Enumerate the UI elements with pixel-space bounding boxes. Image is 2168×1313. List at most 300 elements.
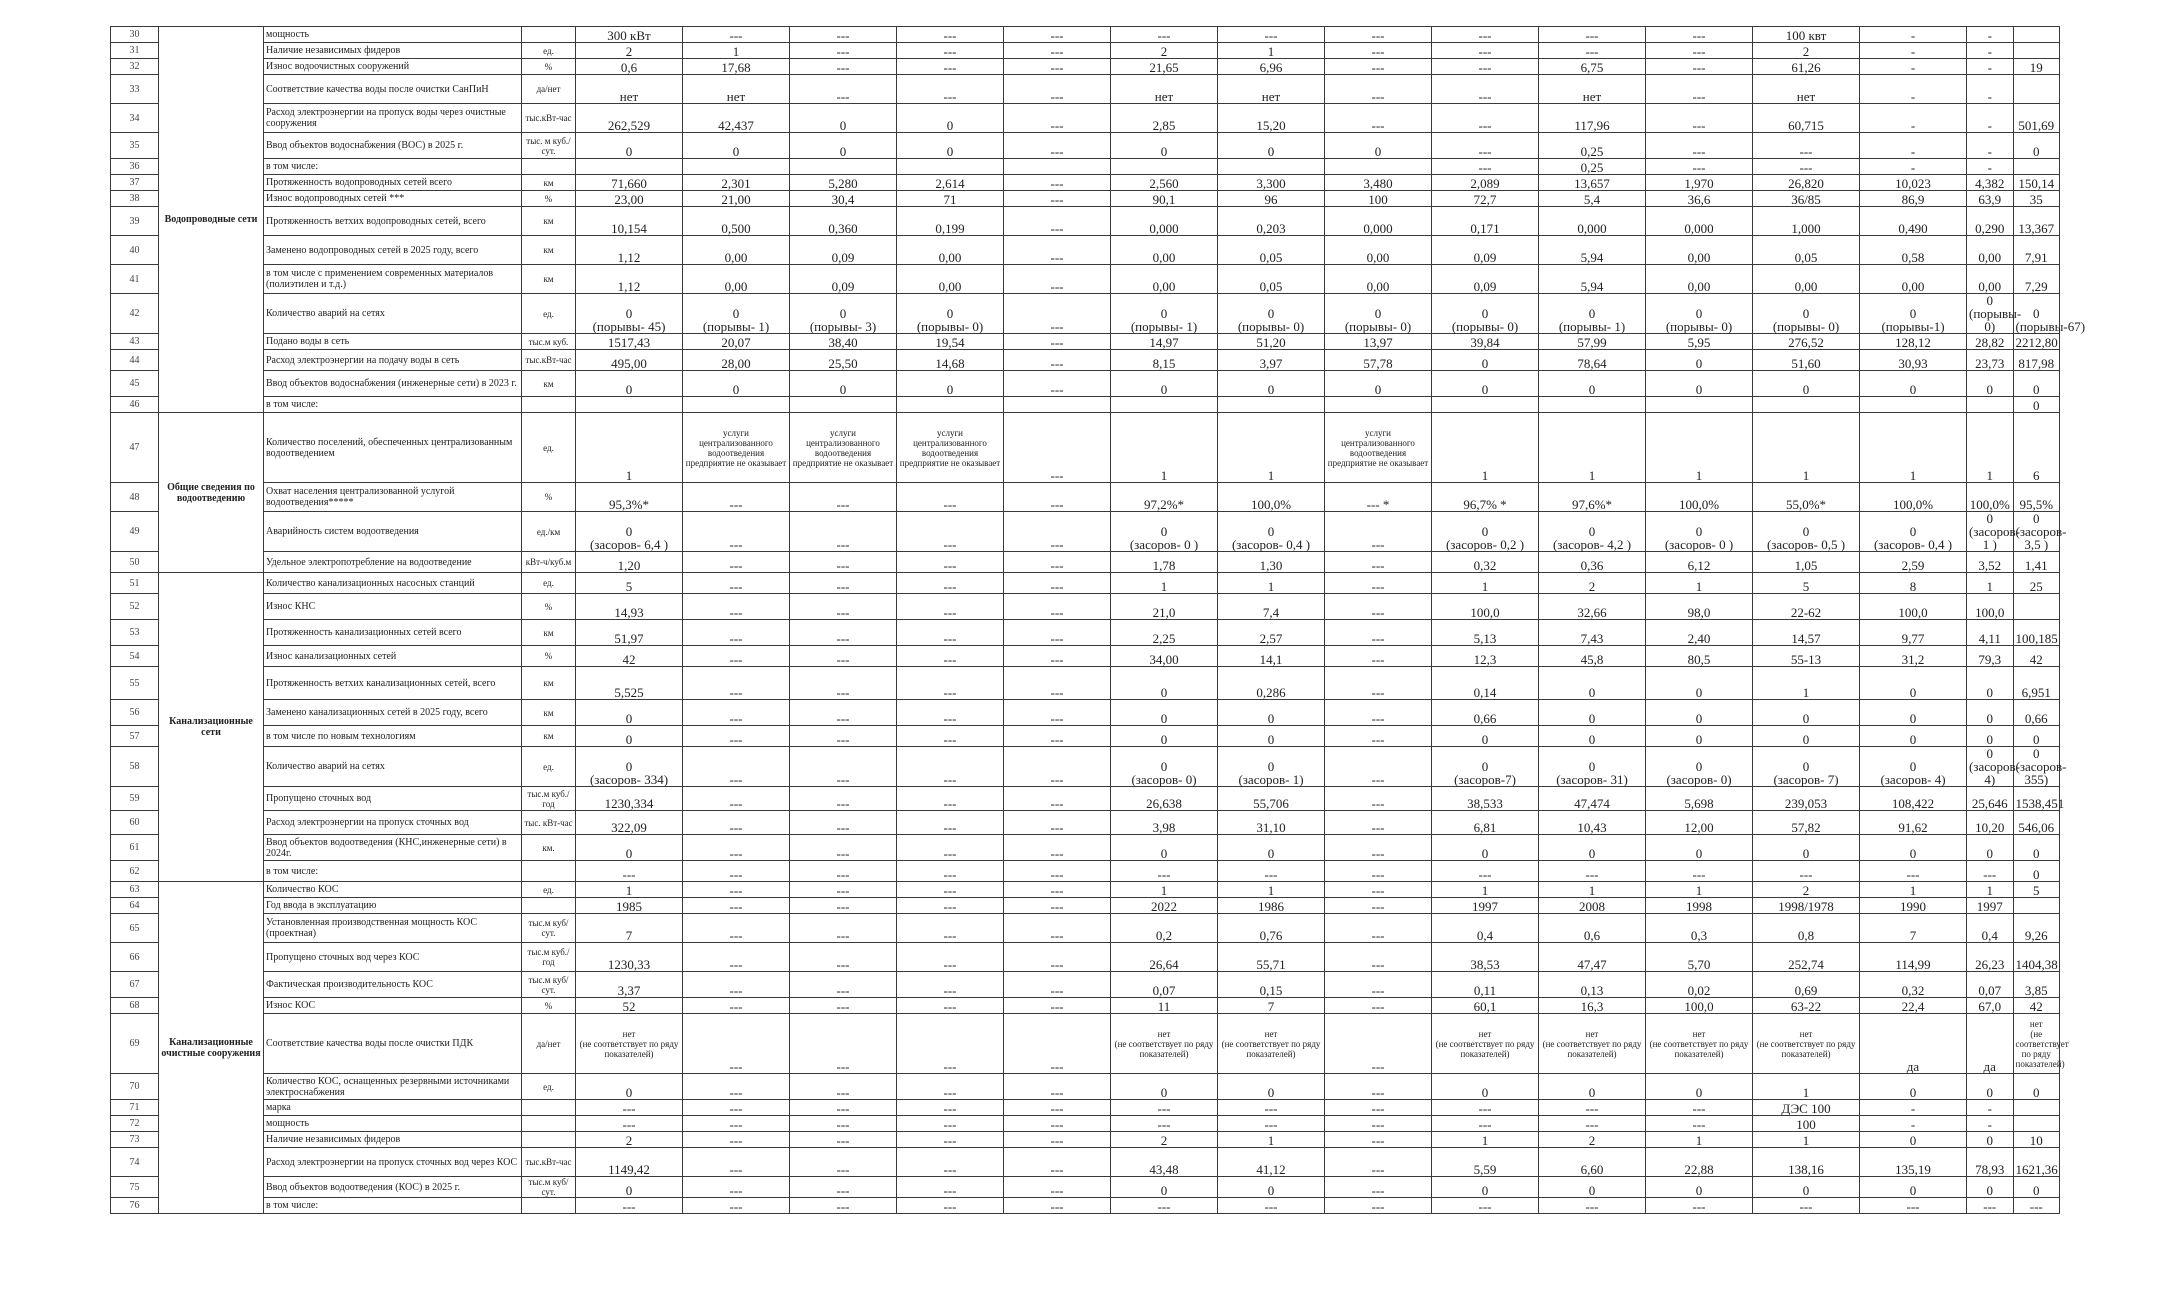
value-cell: --- bbox=[1325, 1100, 1432, 1116]
value-cell: 22-62 bbox=[1753, 594, 1860, 620]
value-cell: 2 bbox=[576, 43, 683, 59]
value-cell: 0 bbox=[1111, 667, 1218, 700]
value-cell: --- bbox=[790, 1198, 897, 1214]
value-cell: 0,32 bbox=[1432, 552, 1539, 573]
value-cell: 1,12 bbox=[576, 265, 683, 294]
indicator-name: Удельное электропотребление на водоотведение bbox=[264, 552, 522, 573]
value-cell: --- bbox=[1004, 104, 1111, 133]
value-cell: 0,8 bbox=[1753, 914, 1860, 943]
row-number: 74 bbox=[111, 1148, 159, 1177]
data-table bbox=[110, 26, 2086, 1214]
table-row bbox=[111, 1148, 2060, 1177]
value-cell: 26,64 bbox=[1111, 943, 1218, 972]
value-cell: 108,422 bbox=[1860, 787, 1967, 811]
value-cell: --- bbox=[683, 1100, 790, 1116]
value-cell: --- bbox=[1432, 1198, 1539, 1214]
value-cell: --- bbox=[897, 811, 1004, 835]
value-cell: 0 bbox=[1432, 726, 1539, 747]
value-cell: --- bbox=[1004, 207, 1111, 236]
value-cell: нет bbox=[1218, 75, 1325, 104]
value-cell: 28,00 bbox=[683, 350, 790, 371]
value-cell: 0 (засоров- 0,2 ) bbox=[1432, 512, 1539, 552]
value-cell bbox=[683, 397, 790, 413]
value-cell: - bbox=[1967, 75, 2014, 104]
value-cell: 1 bbox=[1218, 43, 1325, 59]
value-cell: 0 bbox=[1325, 371, 1432, 397]
value-cell: --- bbox=[790, 43, 897, 59]
value-cell: 63,9 bbox=[1967, 191, 2014, 207]
value-cell: 1 bbox=[1753, 1132, 1860, 1148]
value-cell: --- bbox=[897, 726, 1004, 747]
value-cell: 0,14 bbox=[1432, 667, 1539, 700]
value-cell: 0,000 bbox=[1111, 207, 1218, 236]
value-cell: 0 bbox=[1111, 835, 1218, 861]
value-cell: --- bbox=[1432, 27, 1539, 43]
value-cell: 0 (засоров- 3,5 ) bbox=[2013, 512, 2060, 552]
value-cell bbox=[1646, 397, 1753, 413]
value-cell: 61,26 bbox=[1753, 59, 1860, 75]
value-cell: 0,00 bbox=[1646, 265, 1753, 294]
value-cell: 1 bbox=[1753, 667, 1860, 700]
value-cell: 30,93 bbox=[1860, 350, 1967, 371]
value-cell: 0 bbox=[1860, 700, 1967, 726]
table-row bbox=[111, 413, 2060, 483]
value-cell: --- bbox=[1432, 59, 1539, 75]
value-cell: 0 bbox=[1753, 700, 1860, 726]
value-cell: --- bbox=[1432, 133, 1539, 159]
value-cell: --- bbox=[1004, 998, 1111, 1014]
unit-cell: да/нет bbox=[522, 1014, 576, 1074]
value-cell: 1 bbox=[1432, 1132, 1539, 1148]
value-cell: 0 (засоров- 0,4 ) bbox=[1860, 512, 1967, 552]
value-cell: 0 bbox=[897, 133, 1004, 159]
table-row bbox=[111, 1100, 2060, 1116]
value-cell: --- bbox=[1646, 133, 1753, 159]
value-cell: --- bbox=[1432, 75, 1539, 104]
value-cell: --- bbox=[1325, 573, 1432, 594]
value-cell: 0 (порывы- 0) bbox=[1646, 294, 1753, 334]
value-cell: 1404,38 bbox=[2013, 943, 2060, 972]
value-cell: --- bbox=[1325, 861, 1432, 882]
value-cell bbox=[1004, 397, 1111, 413]
value-cell: 1 bbox=[1111, 573, 1218, 594]
value-cell: 0 (засоров- 0) bbox=[1111, 747, 1218, 787]
value-cell: 55-13 bbox=[1753, 646, 1860, 667]
value-cell: --- bbox=[1646, 75, 1753, 104]
value-cell: --- bbox=[790, 998, 897, 1014]
value-cell: --- bbox=[897, 594, 1004, 620]
value-cell: 5,13 bbox=[1432, 620, 1539, 646]
indicator-name: Количество аварий на сетях bbox=[264, 294, 522, 334]
unit-cell: тыс.м куб./год bbox=[522, 787, 576, 811]
value-cell: 276,52 bbox=[1753, 334, 1860, 350]
value-cell: --- bbox=[576, 1116, 683, 1132]
value-cell bbox=[1860, 397, 1967, 413]
value-cell: - bbox=[1967, 159, 2014, 175]
value-cell: 1 bbox=[1111, 882, 1218, 898]
value-cell: 0 bbox=[2013, 726, 2060, 747]
value-cell: нет bbox=[1111, 75, 1218, 104]
row-number: 66 bbox=[111, 943, 159, 972]
value-cell: --- bbox=[1646, 1100, 1753, 1116]
value-cell: 41,12 bbox=[1218, 1148, 1325, 1177]
value-cell: --- bbox=[790, 726, 897, 747]
row-number: 43 bbox=[111, 334, 159, 350]
value-cell: 0,00 bbox=[1111, 265, 1218, 294]
value-cell: 100,0% bbox=[1646, 483, 1753, 512]
unit-cell: тыс.м куб/сут. bbox=[522, 972, 576, 998]
value-cell: 0,07 bbox=[1111, 972, 1218, 998]
value-cell: --- bbox=[897, 747, 1004, 787]
value-cell: 30,4 bbox=[790, 191, 897, 207]
value-cell: 20,07 bbox=[683, 334, 790, 350]
value-cell: --- bbox=[1432, 43, 1539, 59]
unit-cell: тыс.м куб/сут. bbox=[522, 914, 576, 943]
value-cell: --- bbox=[790, 1116, 897, 1132]
value-cell: 0,00 bbox=[1325, 236, 1432, 265]
value-cell: 1 bbox=[1753, 1074, 1860, 1100]
value-cell: 36,6 bbox=[1646, 191, 1753, 207]
value-cell: 0,25 bbox=[1539, 159, 1646, 175]
value-cell: --- bbox=[1004, 914, 1111, 943]
section-label: Канализационные сети bbox=[159, 573, 264, 882]
table-row bbox=[111, 294, 2060, 334]
value-cell: 0,00 bbox=[897, 265, 1004, 294]
value-cell: 0 bbox=[1967, 1132, 2014, 1148]
value-cell: 1 bbox=[1218, 413, 1325, 483]
value-cell: 91,62 bbox=[1860, 811, 1967, 835]
value-cell: --- bbox=[897, 1116, 1004, 1132]
value-cell: --- bbox=[790, 59, 897, 75]
value-cell: 55,71 bbox=[1218, 943, 1325, 972]
table-row bbox=[111, 998, 2060, 1014]
value-cell: 2 bbox=[1539, 1132, 1646, 1148]
value-cell: --- bbox=[897, 512, 1004, 552]
value-cell: --- bbox=[1860, 1198, 1967, 1214]
value-cell: --- bbox=[1325, 882, 1432, 898]
value-cell: 0 (засоров- 4,2 ) bbox=[1539, 512, 1646, 552]
value-cell: 0 bbox=[1539, 700, 1646, 726]
row-number: 31 bbox=[111, 43, 159, 59]
value-cell: 1998/1978 bbox=[1753, 898, 1860, 914]
value-cell: 80,5 bbox=[1646, 646, 1753, 667]
table-row bbox=[111, 787, 2060, 811]
value-cell: --- bbox=[897, 998, 1004, 1014]
value-cell: 72,7 bbox=[1432, 191, 1539, 207]
value-cell: --- bbox=[1004, 512, 1111, 552]
value-cell: 71 bbox=[897, 191, 1004, 207]
value-cell: 96,7% * bbox=[1432, 483, 1539, 512]
value-cell: 0 (порывы- 0) bbox=[897, 294, 1004, 334]
value-cell: 2,25 bbox=[1111, 620, 1218, 646]
value-cell: --- bbox=[1004, 265, 1111, 294]
value-cell: 0,3 bbox=[1646, 914, 1753, 943]
value-cell: 0 (засоров- 31) bbox=[1539, 747, 1646, 787]
value-cell: 1,970 bbox=[1646, 175, 1753, 191]
indicator-name: Расход электроэнергии на подачу воды в сеть bbox=[264, 350, 522, 371]
value-cell: 0 bbox=[1432, 1177, 1539, 1198]
value-cell: 0 (порывы- 0) bbox=[1218, 294, 1325, 334]
unit-cell bbox=[522, 861, 576, 882]
value-cell: 2022 bbox=[1111, 898, 1218, 914]
table-row bbox=[111, 943, 2060, 972]
value-cell: 2,40 bbox=[1646, 620, 1753, 646]
value-cell: --- bbox=[683, 646, 790, 667]
value-cell: --- bbox=[683, 512, 790, 552]
value-cell bbox=[1539, 397, 1646, 413]
value-cell: --- bbox=[683, 943, 790, 972]
value-cell bbox=[897, 397, 1004, 413]
value-cell: - bbox=[1860, 43, 1967, 59]
row-number: 39 bbox=[111, 207, 159, 236]
row-number: 48 bbox=[111, 483, 159, 512]
value-cell: --- bbox=[1004, 413, 1111, 483]
value-cell bbox=[2013, 27, 2060, 43]
value-cell: нет (не соответствует по ряду показателей) bbox=[1111, 1014, 1218, 1074]
unit-cell: % bbox=[522, 191, 576, 207]
row-number: 33 bbox=[111, 75, 159, 104]
value-cell: 0 (засоров- 1) bbox=[1218, 747, 1325, 787]
value-cell: 0,6 bbox=[576, 59, 683, 75]
value-cell: 1,20 bbox=[576, 552, 683, 573]
value-cell: 1 bbox=[1967, 573, 2014, 594]
value-cell: 45,8 bbox=[1539, 646, 1646, 667]
table-row bbox=[111, 1177, 2060, 1198]
value-cell: 0 bbox=[1860, 1074, 1967, 1100]
value-cell: --- bbox=[1004, 75, 1111, 104]
value-cell: 57,82 bbox=[1753, 811, 1860, 835]
value-cell: 2,614 bbox=[897, 175, 1004, 191]
value-cell: 7,29 bbox=[2013, 265, 2060, 294]
value-cell: --- bbox=[683, 573, 790, 594]
value-cell: 0,490 bbox=[1860, 207, 1967, 236]
value-cell: 3,480 bbox=[1325, 175, 1432, 191]
row-number: 30 bbox=[111, 27, 159, 43]
value-cell: --- bbox=[1004, 811, 1111, 835]
value-cell: 0 bbox=[1967, 700, 2014, 726]
value-cell: --- bbox=[1646, 104, 1753, 133]
value-cell: 0,00 bbox=[1860, 265, 1967, 294]
value-cell: --- bbox=[683, 620, 790, 646]
value-cell: нет (не соответствует по ряду показателей) bbox=[1539, 1014, 1646, 1074]
value-cell: 1997 bbox=[1967, 898, 2014, 914]
value-cell: --- * bbox=[1325, 483, 1432, 512]
value-cell: 2 bbox=[1753, 882, 1860, 898]
value-cell: 51,20 bbox=[1218, 334, 1325, 350]
indicator-name: в том числе: bbox=[264, 861, 522, 882]
value-cell: 0,4 bbox=[1967, 914, 2014, 943]
value-cell bbox=[1432, 397, 1539, 413]
value-cell: 95,5% bbox=[2013, 483, 2060, 512]
value-cell: --- bbox=[790, 898, 897, 914]
value-cell: 0 bbox=[1111, 1074, 1218, 1100]
value-cell: 0 bbox=[1967, 726, 2014, 747]
table-row bbox=[111, 882, 2060, 898]
value-cell: --- bbox=[1004, 882, 1111, 898]
table-row bbox=[111, 1116, 2060, 1132]
value-cell: 0 bbox=[1111, 371, 1218, 397]
unit-cell: да/нет bbox=[522, 75, 576, 104]
value-cell: 0 bbox=[1860, 1132, 1967, 1148]
value-cell: --- bbox=[897, 898, 1004, 914]
value-cell: 100,0% bbox=[1967, 483, 2014, 512]
row-number: 76 bbox=[111, 1198, 159, 1214]
value-cell: 0 bbox=[1967, 1074, 2014, 1100]
value-cell: 96 bbox=[1218, 191, 1325, 207]
value-cell: --- bbox=[897, 882, 1004, 898]
value-cell: - bbox=[1967, 1100, 2014, 1116]
value-cell: 0,09 bbox=[1432, 265, 1539, 294]
value-cell: --- bbox=[790, 594, 897, 620]
value-cell: --- bbox=[897, 573, 1004, 594]
value-cell: 0 bbox=[1325, 133, 1432, 159]
value-cell bbox=[2013, 159, 2060, 175]
table-row bbox=[111, 594, 2060, 620]
value-cell: 5,4 bbox=[1539, 191, 1646, 207]
value-cell: 36/85 bbox=[1753, 191, 1860, 207]
value-cell: 5,525 bbox=[576, 667, 683, 700]
indicator-name: Протяженность канализационных сетей всего bbox=[264, 620, 522, 646]
value-cell: 47,474 bbox=[1539, 787, 1646, 811]
value-cell: 0 bbox=[1218, 835, 1325, 861]
value-cell: 6,96 bbox=[1218, 59, 1325, 75]
value-cell: 239,053 bbox=[1753, 787, 1860, 811]
value-cell: --- bbox=[897, 552, 1004, 573]
value-cell: 16,3 bbox=[1539, 998, 1646, 1014]
value-cell: 38,40 bbox=[790, 334, 897, 350]
value-cell: --- bbox=[683, 1177, 790, 1198]
table-row bbox=[111, 75, 2060, 104]
unit-cell: ед./км bbox=[522, 512, 576, 552]
indicator-name: в том числе: bbox=[264, 1198, 522, 1214]
value-cell: - bbox=[1967, 1116, 2014, 1132]
value-cell: 60,1 bbox=[1432, 998, 1539, 1014]
value-cell: 1,41 bbox=[2013, 552, 2060, 573]
value-cell: --- bbox=[790, 861, 897, 882]
unit-cell: тыс.кВт-час bbox=[522, 350, 576, 371]
value-cell: 0,00 bbox=[1325, 265, 1432, 294]
value-cell: - bbox=[1967, 104, 2014, 133]
value-cell: 10,023 bbox=[1860, 175, 1967, 191]
value-cell: 0 (порывы- 45) bbox=[576, 294, 683, 334]
value-cell: 322,09 bbox=[576, 811, 683, 835]
value-cell: --- bbox=[1004, 646, 1111, 667]
value-cell: 0 bbox=[1646, 1074, 1753, 1100]
value-cell: --- bbox=[576, 1100, 683, 1116]
row-number: 49 bbox=[111, 512, 159, 552]
row-number: 67 bbox=[111, 972, 159, 998]
unit-cell bbox=[522, 159, 576, 175]
value-cell: 0 bbox=[2013, 835, 2060, 861]
value-cell: 0,09 bbox=[790, 265, 897, 294]
value-cell: 0,6 bbox=[1539, 914, 1646, 943]
row-number: 45 bbox=[111, 371, 159, 397]
value-cell: 2,59 bbox=[1860, 552, 1967, 573]
value-cell: 1,78 bbox=[1111, 552, 1218, 573]
value-cell bbox=[1753, 397, 1860, 413]
value-cell: --- bbox=[1539, 1116, 1646, 1132]
value-cell: 51,60 bbox=[1753, 350, 1860, 371]
value-cell: --- bbox=[1004, 191, 1111, 207]
value-cell: 6,75 bbox=[1539, 59, 1646, 75]
value-cell: 0 bbox=[1967, 667, 2014, 700]
value-cell: 0 bbox=[1646, 835, 1753, 861]
value-cell: --- bbox=[683, 1014, 790, 1074]
table-row bbox=[111, 236, 2060, 265]
value-cell: 10 bbox=[2013, 1132, 2060, 1148]
value-cell: --- bbox=[1753, 1198, 1860, 1214]
value-cell: 2,089 bbox=[1432, 175, 1539, 191]
value-cell: 0,00 bbox=[1111, 236, 1218, 265]
value-cell: 1 bbox=[1646, 1132, 1753, 1148]
value-cell bbox=[576, 397, 683, 413]
value-cell: --- bbox=[683, 787, 790, 811]
value-cell: 12,3 bbox=[1432, 646, 1539, 667]
value-cell: --- bbox=[1004, 175, 1111, 191]
value-cell: 300 кВт bbox=[576, 27, 683, 43]
value-cell: 9,26 bbox=[2013, 914, 2060, 943]
value-cell: 0 (порывы- 1) bbox=[1111, 294, 1218, 334]
value-cell: - bbox=[1860, 75, 1967, 104]
value-cell: --- bbox=[790, 620, 897, 646]
value-cell: 19 bbox=[2013, 59, 2060, 75]
row-number: 59 bbox=[111, 787, 159, 811]
value-cell: 0 bbox=[1860, 667, 1967, 700]
value-cell: 1 bbox=[1432, 882, 1539, 898]
value-cell: --- bbox=[1325, 943, 1432, 972]
value-cell: --- bbox=[683, 811, 790, 835]
value-cell: 0 (порывы- 0) bbox=[1325, 294, 1432, 334]
value-cell: 138,16 bbox=[1753, 1148, 1860, 1177]
value-cell: --- bbox=[1432, 1100, 1539, 1116]
value-cell: 26,638 bbox=[1111, 787, 1218, 811]
table-row bbox=[111, 700, 2060, 726]
value-cell: --- bbox=[1325, 998, 1432, 1014]
value-cell: 0 bbox=[1967, 1177, 2014, 1198]
value-cell: 67,0 bbox=[1967, 998, 2014, 1014]
value-cell: --- bbox=[683, 552, 790, 573]
indicator-name: Заменено канализационных сетей в 2025 году, всего bbox=[264, 700, 522, 726]
value-cell: --- bbox=[683, 1074, 790, 1100]
value-cell: --- bbox=[897, 75, 1004, 104]
value-cell: --- bbox=[790, 667, 897, 700]
value-cell: 34,00 bbox=[1111, 646, 1218, 667]
value-cell: 14,1 bbox=[1218, 646, 1325, 667]
row-number: 62 bbox=[111, 861, 159, 882]
value-cell: 0,000 bbox=[1325, 207, 1432, 236]
value-cell: --- bbox=[790, 512, 897, 552]
row-number: 69 bbox=[111, 1014, 159, 1074]
value-cell: --- bbox=[790, 787, 897, 811]
indicator-name: Износ КОС bbox=[264, 998, 522, 1014]
value-cell: --- bbox=[1432, 104, 1539, 133]
unit-cell: тыс. м куб./сут. bbox=[522, 133, 576, 159]
value-cell: 0 bbox=[1218, 726, 1325, 747]
value-cell: 13,97 bbox=[1325, 334, 1432, 350]
value-cell: 7,91 bbox=[2013, 236, 2060, 265]
indicator-name: Фактическая производительность КОС bbox=[264, 972, 522, 998]
value-cell: 0,000 bbox=[1539, 207, 1646, 236]
value-cell: 0,32 bbox=[1860, 972, 1967, 998]
value-cell: 5 bbox=[2013, 882, 2060, 898]
value-cell: --- bbox=[683, 747, 790, 787]
indicator-name: Износ канализационных сетей bbox=[264, 646, 522, 667]
unit-cell bbox=[522, 1116, 576, 1132]
table-row bbox=[111, 397, 2060, 413]
value-cell: --- bbox=[1539, 27, 1646, 43]
value-cell: --- bbox=[683, 667, 790, 700]
value-cell: 0 bbox=[1753, 726, 1860, 747]
